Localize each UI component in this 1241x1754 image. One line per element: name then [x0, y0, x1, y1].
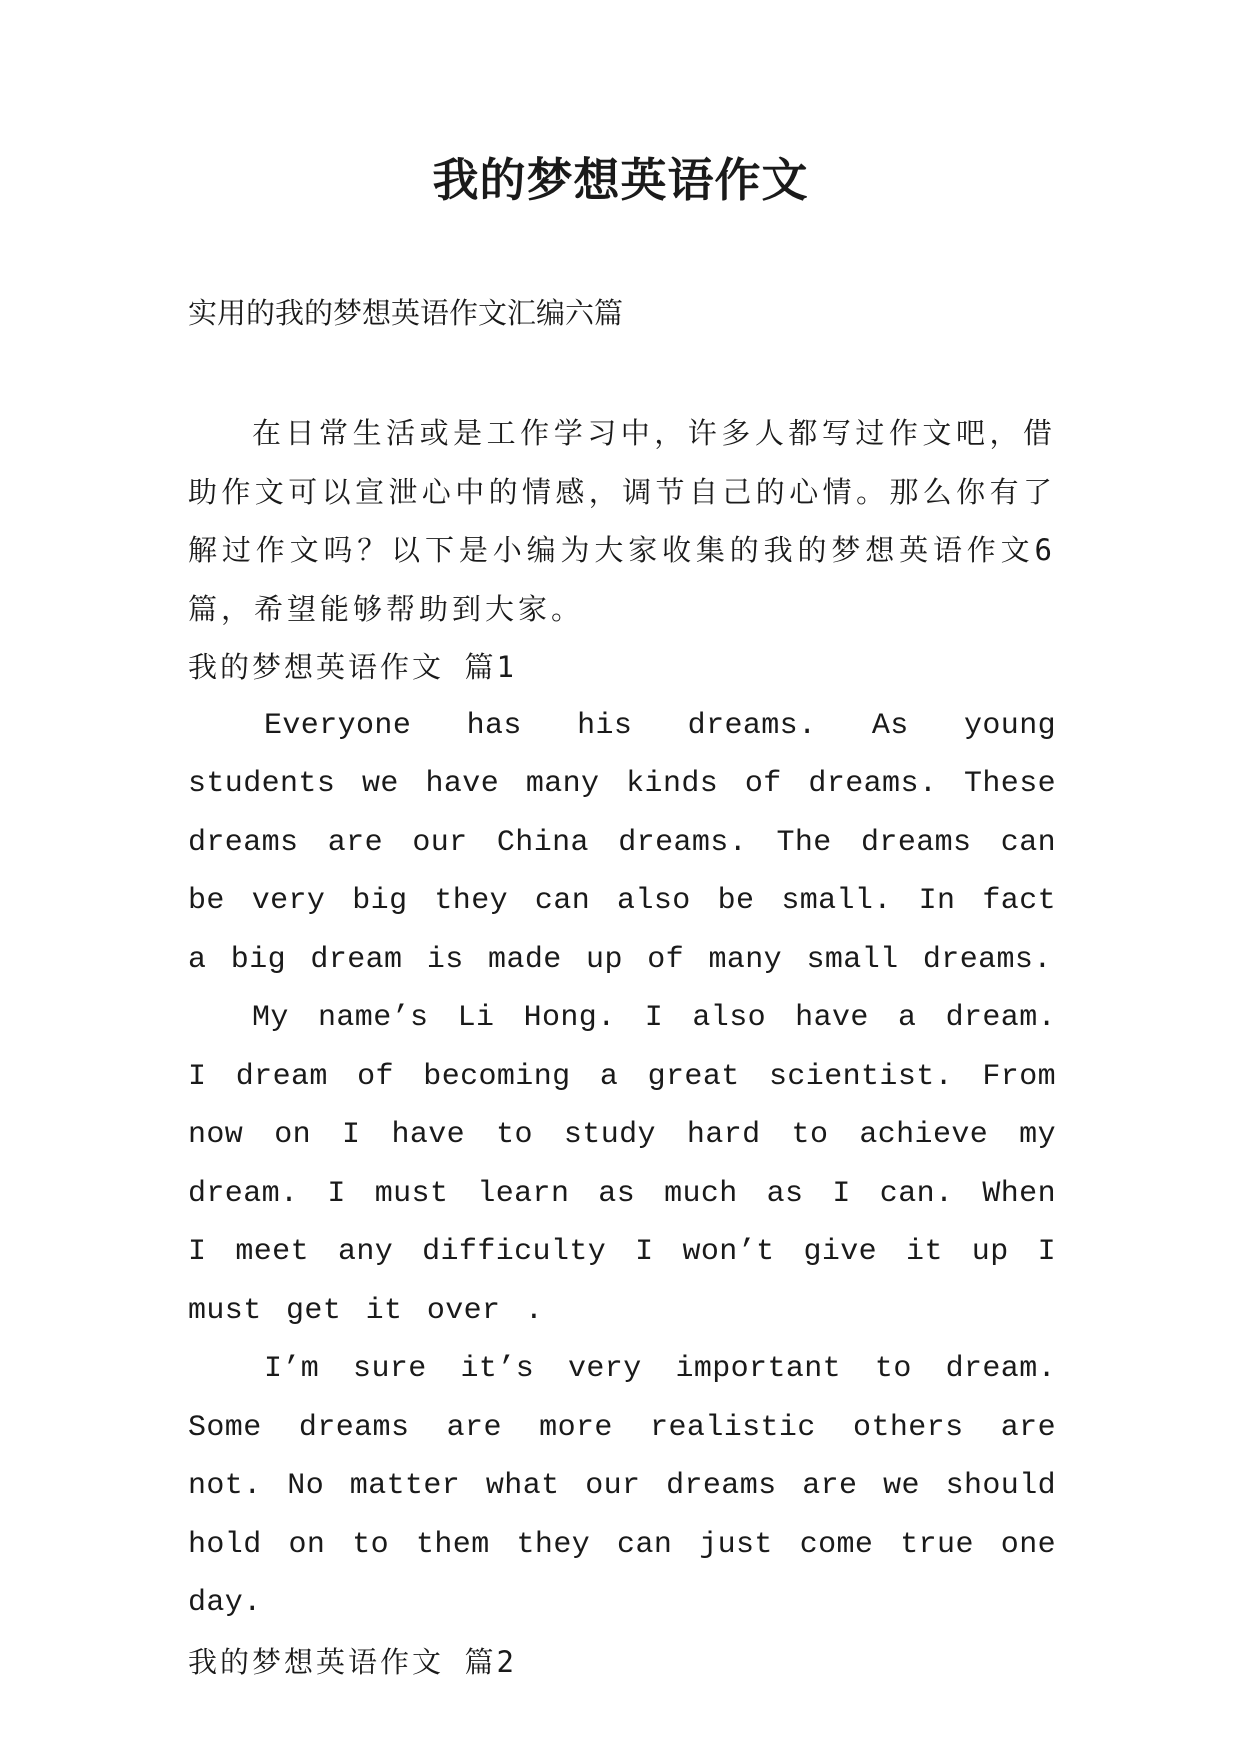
essay-paragraph-3: I’m sure it’s very important to dream. Some dreams are more realistic others are not. No matter what our dreams are we should hold on to them they can just come true one day.	[188, 1352, 1056, 1620]
essay-paragraph-1: Everyone has his dreams. As young students we have many kinds of dreams. These dreams are our China dreams. The dreams can be very big they can also be small. In fact a big dream is made up of many small dreams.	[188, 708, 1056, 977]
document-body	[188, 404, 1056, 1691]
section-heading-2: 我的梦想英语作文 篇2	[188, 1644, 517, 1679]
document-subtitle: 实用的我的梦想英语作文汇编六篇	[188, 296, 624, 330]
section-heading-1: 我的梦想英语作文 篇1	[188, 650, 517, 684]
intro-paragraph: 在日常生活或是工作学习中，许多人都写过作文吧，借助作文可以宣泄心中的情感，调节自己的心情。那么你有了解过作文吗？以下是小编为大家收集的我的梦想英语作文6篇，希望能够帮助到大家。	[188, 416, 1056, 626]
document-title: 我的梦想英语作文	[432, 153, 809, 207]
essay-paragraph-2: My name’s Li Hong. I also have a dream. I dream of becoming a great scientist. From now on I have to study hard to achieve my dream. I must learn as much as I can. When I meet any difficulty I won’t give it up I must get it over .	[188, 1001, 1056, 1328]
